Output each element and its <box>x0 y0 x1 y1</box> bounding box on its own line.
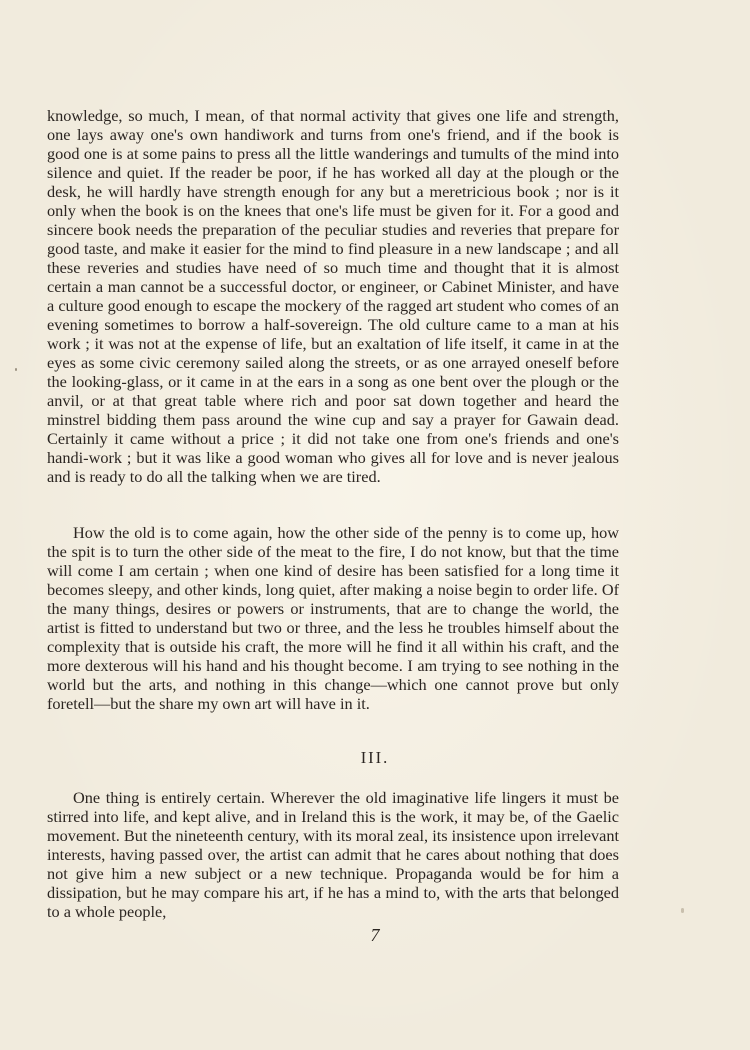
paragraph-continued: knowledge, so much, I mean, of that normal activity that gives one life and strength, one lays away one's own handiwork and turns from one's friend, and if the book is good one is at some pains to press all the little wanderings and tumults of the mind into silence and quiet. If the reader be poor, if he has worked all day at the plough or the desk, he will hardly have strength enough for any but a meretricious book ; nor is it only when the book is on the knees that one's life must be given for it. For a good and sincere book needs the preparation of the peculiar studies and reveries that prepare for good taste, and make it easier for the mind to find pleasure in a new landscape ; and all these reveries and studies have need of so much time and thought that it is almost certain a man cannot be a successful doctor, or engineer, or Cabinet Minister, and have a culture good enough to escape the mockery of the ragged art student who comes of an evening sometimes to borrow a half-sovereign. The old culture came to a man at his work ; it was not at the expense of life, but an exaltation of life itself, it came in at the eyes as some civic ceremony sailed along the streets, or as one arrayed oneself before the looking-glass, or it came in at the ears in a song as one bent over the plough or the anvil, or at that great table where rich and poor sat down together and heard the minstrel bidding them pass around the wine cup and say a prayer for Gawain dead. Certainly it came without a price ; it did not take one from one's friends and one's handi-work ; but it was like a good woman who gives all for love and is never jealous and is ready to do all the talking when we are tired. <box>47 106 619 486</box>
paragraph-one-thing: One thing is entirely certain. Wherever the old imaginative life lingers it must be stirred into life, and kept alive, and in Ireland this is the work, it may be, of the Gaelic movement. But the nineteenth century, with its moral zeal, its insistence upon irrelevant interests, having passed over, the artist can admit that he cares about nothing that does not give him a new subject or a new technique. Propaganda would be for him a dissipation, but he may compare his art, if he has a mind to, with the arts that belonged to a whole people, <box>47 788 619 921</box>
page-number: 7 <box>370 925 380 945</box>
paragraph-how-the-old: How the old is to come again, how the other side of the penny is to come up, how the spit is to turn the other side of the meat to the fire, I do not know, but that the time will come I am certain ; when one kind of desire has been satisfied for a long time it becomes sleepy, and other kinds, long quiet, after making a noise begin to order life. Of the many things, desires or powers or instruments, that are to change the world, the artist is fitted to understand but two or three, and the less he troubles himself about the complexity that is outside his craft, the more will he find it all within his craft, and the more dexterous will his hand and his thought become. I am trying to see nothing in the world but the arts, and nothing in this change—which one cannot prove but only foretell—but the share my own art will have in it. <box>47 523 619 713</box>
section-heading: III. <box>360 748 390 767</box>
paper-speck <box>681 908 684 913</box>
paper-speck <box>15 368 17 371</box>
